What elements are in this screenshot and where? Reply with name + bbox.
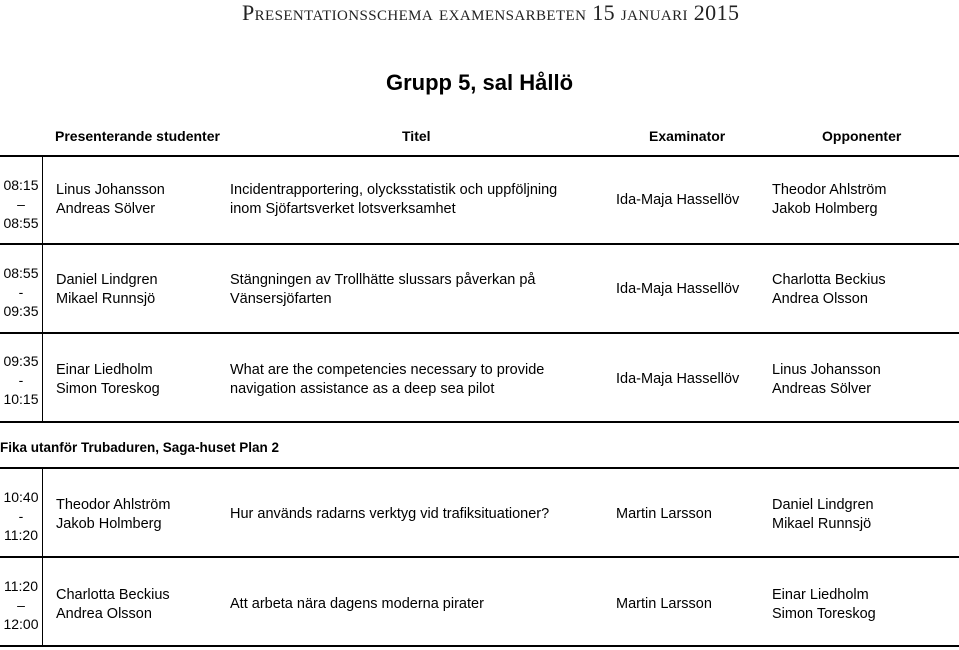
- student-name: Daniel Lindgren: [56, 272, 158, 288]
- opponent-name: Einar Liedholm: [772, 587, 869, 603]
- presenting-students: [56, 496, 170, 534]
- examiner-name: Ida-Maja Hassellöv: [616, 192, 740, 208]
- examiner-name: Martin Larsson: [616, 596, 712, 612]
- student-name: Andrea Olsson: [56, 606, 152, 622]
- time-separator: -: [18, 372, 24, 388]
- time-slot: [0, 352, 42, 409]
- opponent-name: Jakob Holmberg: [772, 201, 878, 217]
- student-name: Linus Johansson: [56, 182, 165, 198]
- start-time: 08:15: [3, 177, 39, 193]
- student-name: Jakob Holmberg: [56, 516, 162, 532]
- student-name: Charlotta Beckius: [56, 587, 170, 603]
- time-separator: –: [17, 196, 25, 212]
- time-slot: [0, 577, 42, 634]
- opponent-name: Theodor Ahlström: [772, 182, 887, 198]
- opponent-name: Simon Toreskog: [772, 606, 876, 622]
- session-row: [0, 558, 959, 645]
- session-row: [0, 157, 959, 243]
- break-note: Fika utanför Trubaduren, Saga-huset Plan 2: [0, 440, 280, 455]
- examiner-name: Ida-Maja Hassellöv: [616, 371, 740, 387]
- time-slot: [0, 176, 42, 233]
- student-name: Einar Liedholm: [56, 362, 153, 378]
- thesis-title: Att arbeta nära dagens moderna pirater: [230, 596, 484, 612]
- opponents: [772, 586, 876, 624]
- end-time: 09:35: [3, 303, 39, 319]
- student-name: Theodor Ahlström: [56, 497, 171, 513]
- session-row: [0, 245, 959, 332]
- start-time: 08:55: [3, 265, 39, 281]
- divider: [0, 645, 959, 647]
- column-header-students: Presenterande studenter: [55, 128, 220, 144]
- presenting-students: [56, 271, 158, 309]
- column-header-opponents: Opponenter: [822, 128, 902, 144]
- student-name: Andreas Sölver: [56, 201, 156, 217]
- time-slot: [0, 488, 42, 545]
- end-time: 12:00: [3, 616, 39, 632]
- session-row: [0, 334, 959, 421]
- time-separator: –: [17, 597, 25, 613]
- thesis-title: What are the competencies necessary to provide navigation assistance as a deep sea pilot: [230, 362, 545, 397]
- opponents: [772, 181, 886, 219]
- opponents: [772, 496, 874, 534]
- time-separator: -: [18, 508, 24, 524]
- opponent-name: Daniel Lindgren: [772, 497, 874, 513]
- time-slot: [0, 264, 42, 321]
- start-time: 11:20: [4, 578, 38, 594]
- time-separator: -: [18, 284, 24, 300]
- start-time: 09:35: [3, 353, 39, 369]
- thesis-title: Hur används radarns verktyg vid trafiksituationer?: [230, 506, 550, 522]
- end-time: 08:55: [3, 215, 39, 231]
- document-header: Presentationsschema examensarbeten 15 januari 2015: [242, 0, 740, 25]
- presenting-students: [56, 361, 160, 399]
- column-header-examiner: Examinator: [649, 128, 726, 144]
- thesis-title: Incidentrapportering, olycksstatistik och uppföljning inom Sjöfartsverket lotsverksamhet: [230, 182, 558, 217]
- opponents: [772, 271, 886, 309]
- thesis-title: Stängningen av Trollhätte slussars påverkan på Vänsersjöfarten: [230, 272, 536, 307]
- examiner-name: Martin Larsson: [616, 506, 712, 522]
- group-title: Grupp 5, sal Hållö: [385, 70, 574, 95]
- opponent-name: Andreas Sölver: [772, 381, 872, 397]
- column-header-title: Titel: [402, 128, 431, 144]
- session-row: [0, 469, 959, 556]
- opponent-name: Andrea Olsson: [772, 291, 868, 307]
- presenting-students: [56, 586, 170, 624]
- presenting-students: [56, 181, 165, 219]
- end-time: 10:15: [3, 391, 39, 407]
- end-time: 11:20: [4, 527, 38, 543]
- student-name: Simon Toreskog: [56, 381, 160, 397]
- opponent-name: Linus Johansson: [772, 362, 881, 378]
- opponents: [772, 361, 881, 399]
- divider: [0, 421, 959, 423]
- opponent-name: Mikael Runnsjö: [772, 516, 872, 532]
- examiner-name: Ida-Maja Hassellöv: [616, 281, 740, 297]
- student-name: Mikael Runnsjö: [56, 291, 156, 307]
- opponent-name: Charlotta Beckius: [772, 272, 886, 288]
- start-time: 10:40: [3, 489, 39, 505]
